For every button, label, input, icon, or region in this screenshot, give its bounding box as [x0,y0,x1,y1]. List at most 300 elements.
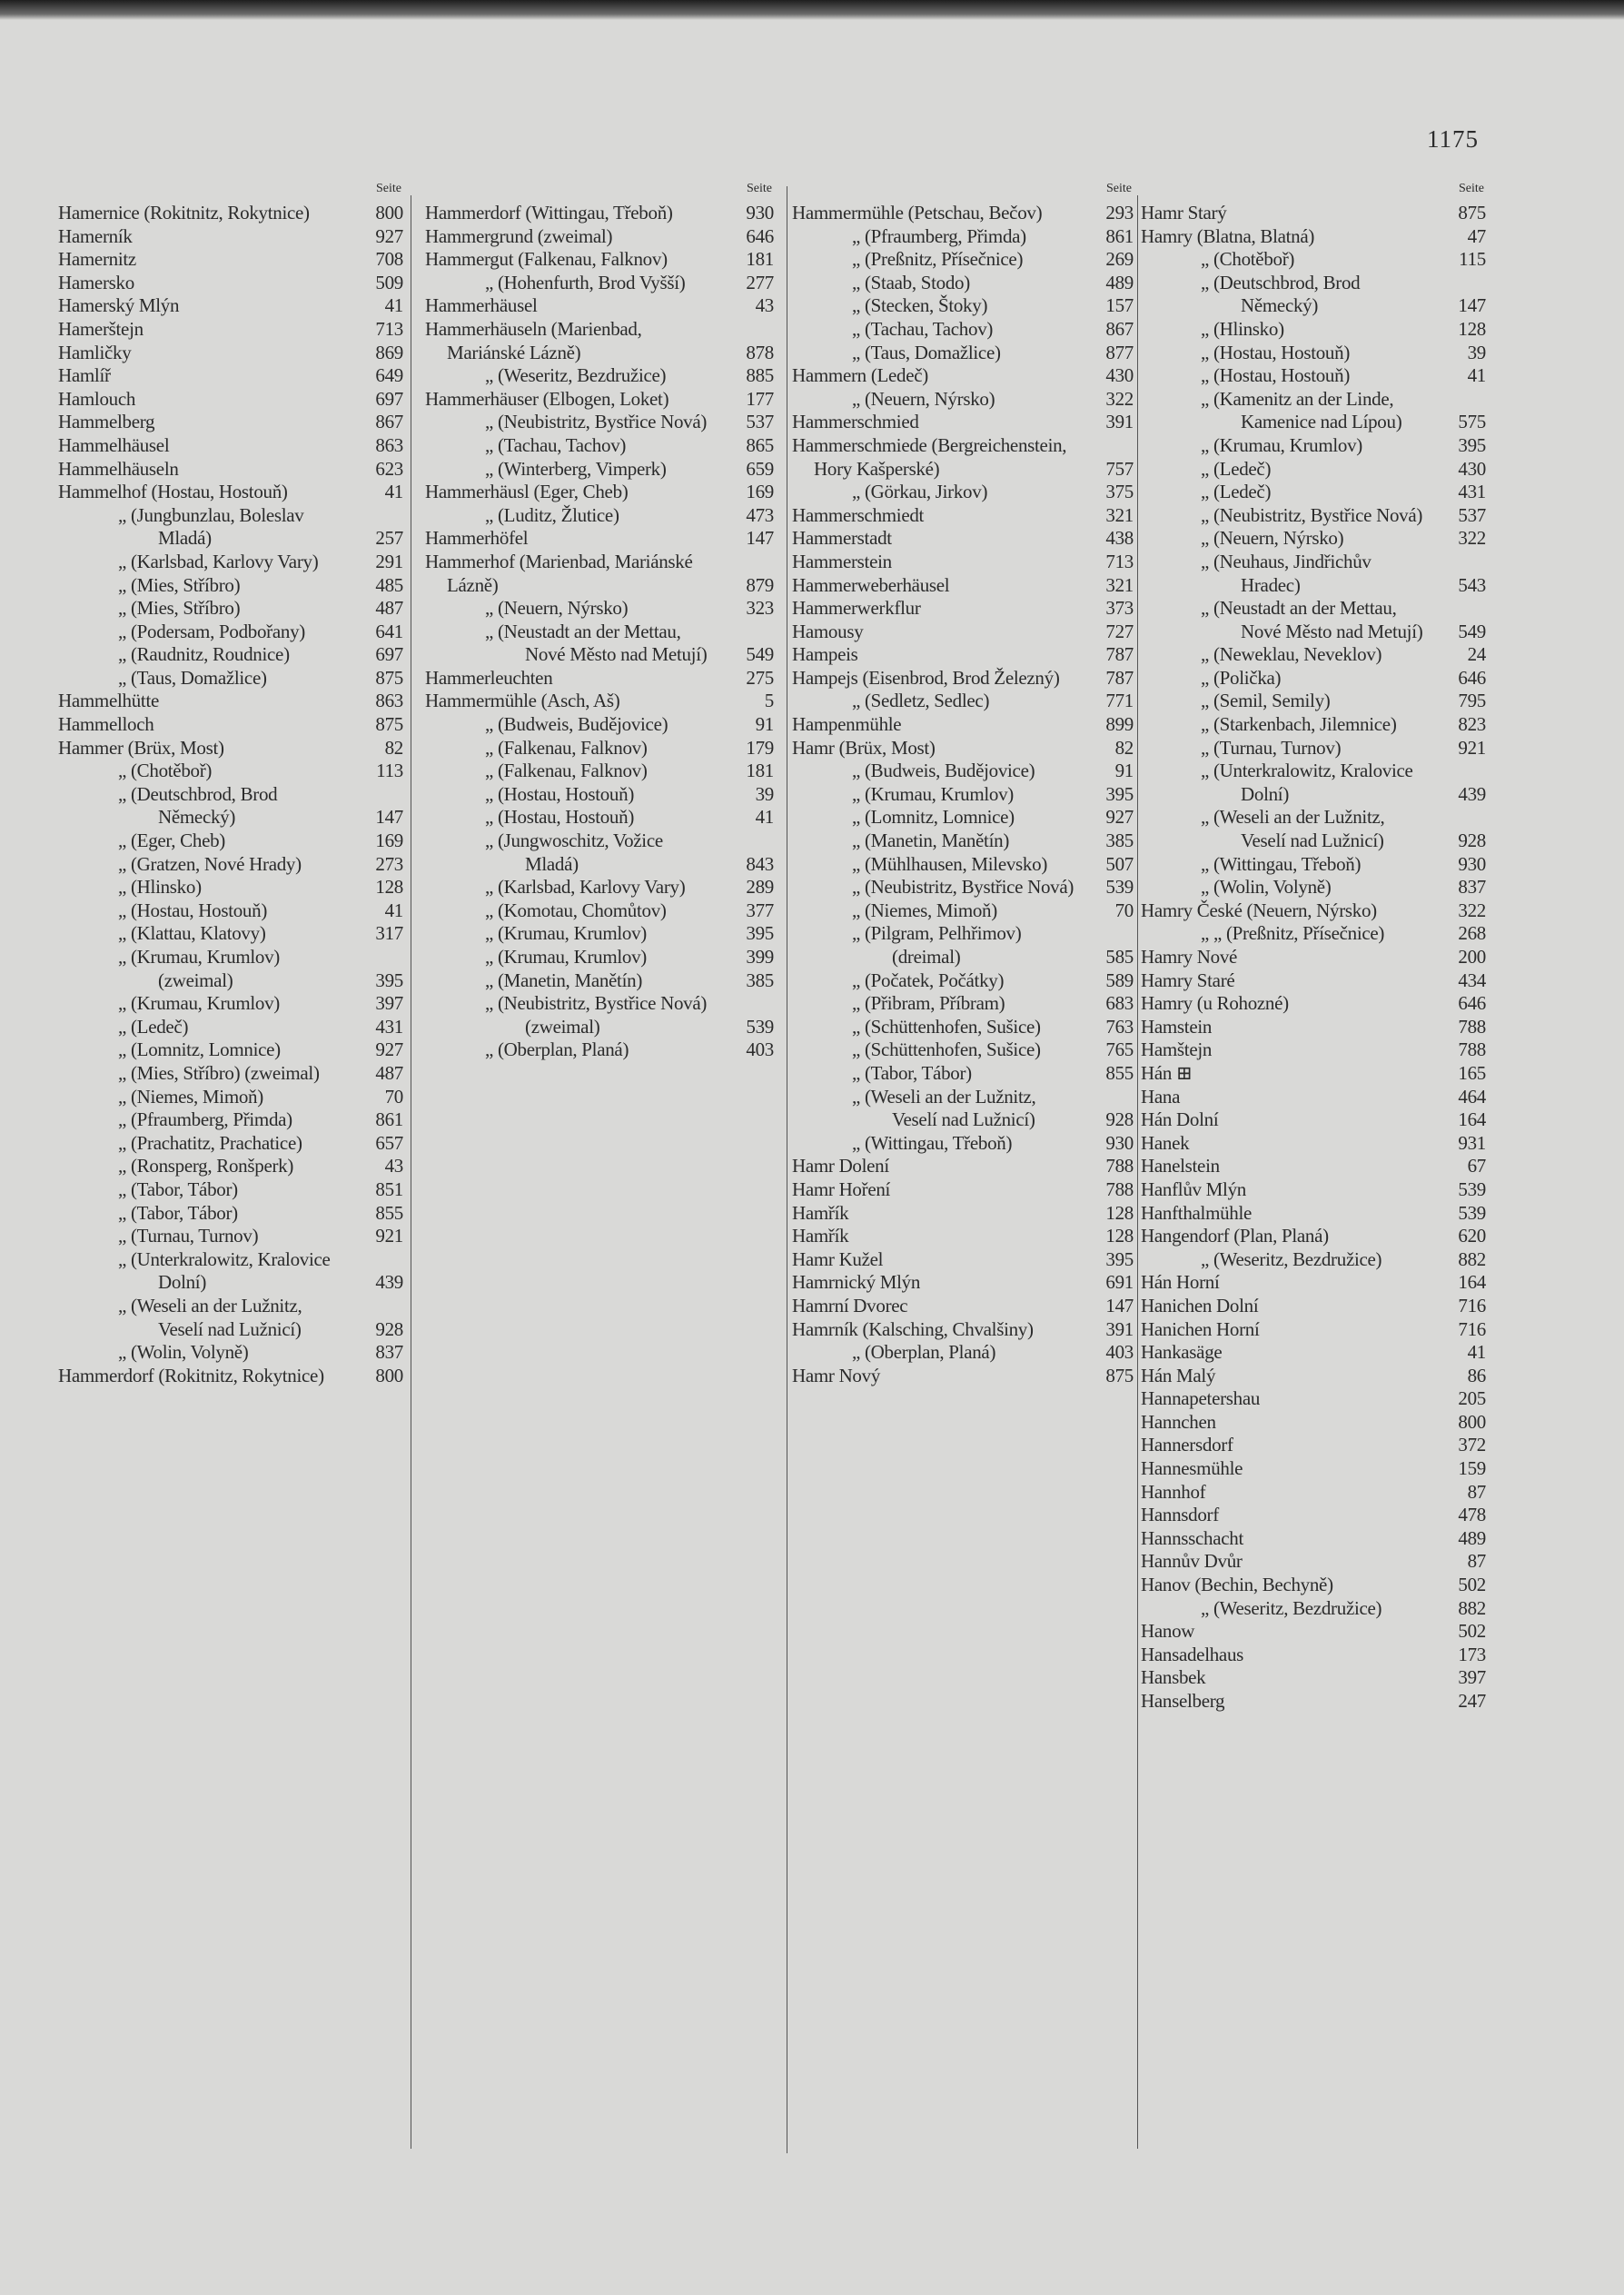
entry-page: 927 [375,1038,403,1061]
entry-name: Hannsdorf [1141,1504,1219,1526]
entry-name: „ (Pilgram, Pelhřimov) (dreimal) [852,922,1022,968]
entry-page: 788 [1458,1038,1486,1061]
entry-name: Hanichen Dolní [1141,1294,1259,1316]
entry-page: 646 [746,224,774,247]
index-entry [425,899,776,923]
entry-page: 795 [1458,690,1486,712]
entry-name: Hanflův Mlýn [1141,1177,1246,1200]
entry-name: „ (Tachau, Tachov) [485,433,627,456]
entry-page: 464 [1458,1085,1486,1108]
index-entry [792,969,1135,993]
entry-page: 823 [1458,713,1486,736]
entry-name: „ (Kamenitz an der Linde, Kamenice nad Lípou) [1201,387,1402,433]
entry-page: 851 [375,1177,403,1200]
entry-page: 165 [1458,1061,1486,1084]
index-entry [1141,1295,1488,1318]
index-entry [1141,667,1488,690]
entry-name: Hannersdorf [1141,1434,1233,1456]
index-entry [425,318,776,364]
entry-name: Hammerhöfel [425,527,529,550]
entry-page: 502 [1458,1620,1486,1643]
entry-name: Hammermühle (Petschau, Bečov) [792,202,1043,224]
index-entry [792,806,1135,830]
index-entry [792,342,1135,365]
index-entry [58,504,405,551]
entry-page: 620 [1458,1225,1486,1247]
entry-page: 395 [1105,1247,1134,1270]
entry-page: 837 [375,1341,403,1364]
index-entry [792,551,1135,574]
index-entry [792,225,1135,249]
index-entry [1141,342,1488,365]
entry-name: „ (Falkenau, Falknov) [485,736,648,759]
entry-name: Hanow [1141,1620,1195,1643]
index-entry [58,1155,405,1178]
entry-name: „ (Turnau, Turnov) [118,1225,259,1247]
entry-name: Hán Dolní [1141,1108,1219,1131]
entry-name: Hanichen Horní [1141,1317,1260,1340]
entry-page: 439 [375,1271,403,1294]
entry-page: 727 [1105,620,1134,642]
index-entry [425,1038,776,1062]
index-entry [1141,1574,1488,1597]
entry-page: 431 [1458,481,1486,503]
index-entry [792,922,1135,969]
entry-name: „ (Polička) [1201,666,1282,689]
entry-name: „ (Počatek, Počátky) [852,969,1005,991]
index-entry [58,1132,405,1156]
entry-page: 843 [746,852,774,875]
index-entry [1141,643,1488,667]
index-entry [58,760,405,783]
entry-page: 41 [755,806,774,829]
index-entry [792,830,1135,853]
entry-page: 147 [375,806,403,829]
index-entry [792,1155,1135,1178]
entry-name: „ (Hlinsko) [118,876,202,899]
index-entry [1141,272,1488,318]
index-entry [58,318,405,342]
entry-page: 928 [375,1317,403,1340]
entry-name: „ (Hohenfurth, Brod Vyšší) [485,271,686,293]
entry-name: Hamry České (Neuern, Nýrsko) [1141,899,1377,921]
entry-name: Hamry Nové [1141,946,1238,968]
entry-page: 173 [1458,1643,1486,1665]
index-entry [1141,922,1488,946]
index-entry [425,806,776,830]
entry-page: 399 [746,946,774,968]
entry-page: 575 [1458,411,1486,433]
entry-page: 855 [1105,1061,1134,1084]
entry-name: „ (Oberplan, Planá) [852,1341,996,1364]
entry-name: „ (Weseli an der Lužnitz, Veselí nad Lužnicí) [118,1294,302,1340]
entry-name: Hamersko [58,271,134,293]
entry-page: 317 [375,922,403,945]
entry-page: 291 [375,550,403,572]
entry-name: „ (Wittingau, Třeboň) [852,1131,1013,1154]
entry-name: „ (Krumau, Krumlov) [485,946,647,968]
entry-page: 41 [384,481,403,503]
index-entry [58,1365,405,1388]
entry-name: „ (Chotěboř) [118,760,213,782]
entry-page: 863 [375,690,403,712]
entry-name: „ (Weseli an der Lužnitz, Veselí nad Lužnicí) [1201,806,1385,852]
index-entry [1141,1550,1488,1574]
index-entry [425,830,776,876]
entry-page: 82 [1114,736,1134,759]
entry-page: 875 [375,713,403,736]
entry-page: 277 [746,271,774,293]
index-entry [58,1016,405,1039]
entry-name: Hanselberg [1141,1690,1225,1712]
entry-page: 395 [746,922,774,945]
index-entry [792,272,1135,295]
index-entry [792,1365,1135,1388]
index-entry [792,527,1135,551]
entry-page: 397 [375,992,403,1015]
index-entry [1141,1504,1488,1527]
index-entry [792,1086,1135,1132]
entry-page: 86 [1467,1364,1486,1386]
index-entry [792,1318,1135,1342]
entry-page: 543 [1458,573,1486,596]
entry-name: Hamštejn [1141,1038,1213,1061]
entry-name: Hammerwerkflur [792,597,921,620]
index-entry [425,783,776,807]
index-entry [1141,225,1488,249]
scan-edge [0,0,1624,20]
entry-page: 800 [375,202,403,224]
entry-name: „ (Mies, Stříbro) (zweimal) [118,1061,320,1084]
entry-page: 800 [375,1364,403,1386]
entry-page: 788 [1458,1015,1486,1038]
entry-name: Hamr Nový [792,1364,881,1386]
entry-page: 128 [375,876,403,899]
entry-page: 43 [384,1155,403,1177]
entry-page: 509 [375,271,403,293]
entry-name: „ (Stecken, Štoky) [852,294,988,317]
entry-page: 169 [375,830,403,852]
entry-page: 391 [1105,1317,1134,1340]
index-entry [1141,1108,1488,1132]
entry-name: „ (Luditz, Žlutice) [485,503,619,526]
entry-name: „ (Neubistritz, Bystřice Nová) [485,411,708,433]
entry-page: 128 [1458,317,1486,340]
entry-name: Hammerdorf (Wittingau, Třeboň) [425,202,673,224]
index-entry [425,713,776,737]
entry-name: „ (Hlinsko) [1201,317,1284,340]
index-entry [58,1062,405,1086]
entry-name: „ (Ledeč) [1201,457,1272,480]
entry-page: 697 [375,387,403,410]
index-entry [425,922,776,946]
index-entry [425,434,776,458]
index-entry [792,1271,1135,1295]
entry-name: „ (Niemes, Mimoň) [852,899,997,921]
entry-page: 931 [1458,1131,1486,1154]
entry-page: 646 [1458,992,1486,1015]
entry-page: 788 [1105,1177,1134,1200]
entry-name: Hamlouch [58,387,136,410]
index-entry [792,248,1135,272]
entry-name: „ (Staab, Stodo) [852,271,970,293]
entry-name: „ (Deutschbrod, Brod Německý) [1201,271,1361,317]
entry-page: 649 [375,364,403,387]
index-entry [58,783,405,830]
entry-page: 878 [746,341,774,363]
entry-page: 757 [1105,457,1134,480]
entry-name: Hammerstein [792,550,892,572]
index-entry [1141,1132,1488,1156]
entry-name: Hanek [1141,1131,1190,1154]
entry-name: „ (Wolin, Volyně) [118,1341,249,1364]
entry-page: 431 [375,1015,403,1038]
entry-name: „ (Lomnitz, Lomnice) [852,806,1015,829]
index-entry [792,1295,1135,1318]
entry-page: 539 [1105,876,1134,899]
index-entry [58,1038,405,1062]
entry-name: Hamřík [792,1201,849,1224]
entry-name: „ (Komotau, Chomůtov) [485,899,667,921]
entry-page: 113 [376,760,403,782]
entry-name: Hammerdorf (Rokitnitz, Rokytnice) [58,1364,324,1386]
entry-page: 439 [1458,782,1486,805]
entry-name: Hamr (Brüx, Most) [792,736,936,759]
entry-name: „ (Hostau, Hostouň) [1201,341,1351,363]
entry-name: Hammerstadt [792,527,892,550]
index-entry [792,294,1135,318]
entry-page: 716 [1458,1294,1486,1316]
index-entry [792,434,1135,481]
index-entry [425,248,776,272]
entry-name: Hammerleuchten [425,666,553,689]
index-entry [58,364,405,388]
index-entry [1141,1038,1488,1062]
entry-name: Hamstein [1141,1015,1213,1038]
entry-name: „ (Neweklau, Neveklov) [1201,643,1382,666]
index-entry [58,853,405,877]
entry-page: 539 [1458,1201,1486,1224]
entry-name: „ (Mühlhausen, Milevsko) [852,852,1048,875]
index-entry [58,1086,405,1109]
index-entry [792,364,1135,388]
entry-page: 377 [746,899,774,921]
index-entry [58,876,405,899]
entry-page: 875 [1105,1364,1134,1386]
entry-page: 763 [1105,1015,1134,1038]
entry-page: 434 [1458,969,1486,991]
entry-name: „ (Karlsbad, Karlovy Vary) [485,876,686,899]
index-entry [1141,1597,1488,1621]
entry-name: „ (Ledeč) [1201,481,1272,503]
entry-name: Hamřík [792,1225,849,1247]
entry-page: 691 [1105,1271,1134,1294]
index-entry [1141,458,1488,482]
index-column-3 [792,182,1135,1387]
entry-name: Hamrnický Mlýn [792,1271,921,1294]
entry-page: 39 [1467,341,1486,363]
index-entry [425,946,776,969]
entry-page: 771 [1105,690,1134,712]
entry-page: 322 [1105,387,1134,410]
entry-name: „ (Prachatitz, Prachatice) [118,1131,302,1154]
entry-page: 169 [746,481,774,503]
seite-header: Seite [1459,182,1484,195]
entry-name: Hammelhäusel [58,433,170,456]
entry-page: 877 [1105,341,1134,363]
index-entry [58,272,405,295]
entry-page: 395 [375,969,403,991]
index-entry [1141,853,1488,877]
entry-page: 47 [1467,224,1486,247]
index-entry [792,667,1135,690]
index-entry [1141,597,1488,643]
index-entry [1141,481,1488,504]
entry-name: „ (Neustadt an der Mettau, Nové Město nad Metují) [1201,597,1423,642]
entry-name: Hammerhäuser (Elbogen, Loket) [425,387,669,410]
entry-name: „ (Oberplan, Planá) [485,1038,629,1061]
index-entry [58,667,405,690]
index-entry [1141,1620,1488,1644]
entry-page: 403 [746,1038,774,1061]
entry-name: Hammerhäusl (Eger, Cheb) [425,481,629,503]
index-column-1 [58,182,405,1387]
entry-name: Hammerhof (Marienbad, Mariánské Lázně) [425,550,693,596]
index-entry [792,1038,1135,1062]
entry-name: Hampeis [792,643,858,666]
entry-name: „ (Neustadt an der Mettau, Nové Město nad Metují) [485,620,708,666]
index-entry [792,1132,1135,1156]
entry-page: 927 [375,224,403,247]
index-entry [792,574,1135,598]
index-entry [58,551,405,574]
index-entry [792,1178,1135,1202]
index-entry [792,992,1135,1016]
entry-name: „ (Budweis, Budějovice) [852,760,1035,782]
entry-name: „ (Taus, Domažlice) [118,666,267,689]
entry-page: 713 [375,317,403,340]
entry-page: 70 [1114,899,1134,921]
index-entry [1141,1202,1488,1226]
index-entry [425,272,776,295]
entry-page: 787 [1105,666,1134,689]
entry-name: „ (Krumau, Krumlov) [852,782,1014,805]
entry-name: „ (Neuern, Nýrsko) [485,597,629,620]
index-entry [58,922,405,946]
entry-name: „ (Jungbunzlau, Boleslav Mladá) [118,503,304,550]
entry-name: „ (Ronsperg, Ronšperk) [118,1155,294,1177]
index-entry [792,1341,1135,1365]
entry-name: „ (Manetin, Manětín) [485,969,643,991]
entry-page: 385 [746,969,774,991]
entry-page: 659 [746,457,774,480]
entry-page: 159 [1458,1457,1486,1480]
entry-page: 623 [375,457,403,480]
entry-page: 487 [375,597,403,620]
index-entry [425,481,776,504]
index-entry [425,876,776,899]
entry-page: 861 [375,1108,403,1131]
entry-name: Hammerschmied [792,411,919,433]
index-entry [792,388,1135,412]
entry-name: Hamry (Blatna, Blatná) [1141,224,1315,247]
index-entry [1141,1062,1488,1086]
entry-page: 289 [746,876,774,899]
entry-page: 115 [1459,248,1486,271]
index-entry [425,202,776,225]
entry-name: „ (Weseritz, Bezdružice) [1201,1247,1382,1270]
index-entry [1141,806,1488,852]
entry-page: 861 [1105,224,1134,247]
entry-page: 397 [1458,1666,1486,1689]
entry-name: Hamličky [58,341,132,363]
index-entry [1141,202,1488,225]
entry-name: Hana [1141,1085,1181,1108]
entry-name: „ (Krumau, Krumlov) [118,992,280,1015]
entry-name: „ (Ledeč) [118,1015,189,1038]
entry-page: 800 [1458,1410,1486,1433]
entry-page: 70 [384,1085,403,1108]
entry-name: Hansadelhaus [1141,1643,1244,1665]
entry-page: 395 [1458,433,1486,456]
entry-page: 177 [746,387,774,410]
entry-name: Hannesmühle [1141,1457,1243,1480]
index-entry [1141,690,1488,713]
entry-page: 928 [1458,830,1486,852]
index-entry [792,481,1135,504]
index-entry [1141,551,1488,597]
entry-name: Hanelstein [1141,1155,1220,1177]
entry-page: 882 [1458,1247,1486,1270]
entry-name: „ (Schüttenhofen, Sušice) [852,1015,1041,1038]
entry-name: Hammermühle (Asch, Aš) [425,690,620,712]
index-entry [1141,527,1488,551]
entry-page: 269 [1105,248,1134,271]
entry-page: 875 [375,666,403,689]
index-entry [425,551,776,597]
entry-page: 713 [1105,550,1134,572]
index-entry [1141,969,1488,993]
index-entry [792,411,1135,434]
index-entry [792,1062,1135,1086]
entry-page: 147 [1458,294,1486,317]
index-entry [58,202,405,225]
entry-page: 478 [1458,1504,1486,1526]
entry-page: 867 [375,411,403,433]
entry-name: „ (Neubistritz, Bystřice Nová) [852,876,1074,899]
index-entry [425,969,776,993]
entry-name: Hannchen [1141,1410,1216,1433]
entry-name: Hammer (Brüx, Most) [58,736,224,759]
entry-page: 485 [375,573,403,596]
index-entry [792,597,1135,621]
entry-page: 395 [1105,782,1134,805]
entry-name: „ (Chotěboř) [1201,248,1295,271]
entry-page: 537 [1458,503,1486,526]
index-entry [58,621,405,644]
entry-page: 489 [1458,1526,1486,1549]
entry-page: 275 [746,666,774,689]
entry-page: 867 [1105,317,1134,340]
index-entry [425,621,776,667]
entry-page: 716 [1458,1317,1486,1340]
index-entry [1141,1248,1488,1272]
entry-page: 67 [1467,1155,1486,1177]
index-entry [1141,1271,1488,1295]
entry-name: Hampenmühle [792,713,902,736]
entry-page: 247 [1458,1690,1486,1712]
index-entry [1141,760,1488,806]
